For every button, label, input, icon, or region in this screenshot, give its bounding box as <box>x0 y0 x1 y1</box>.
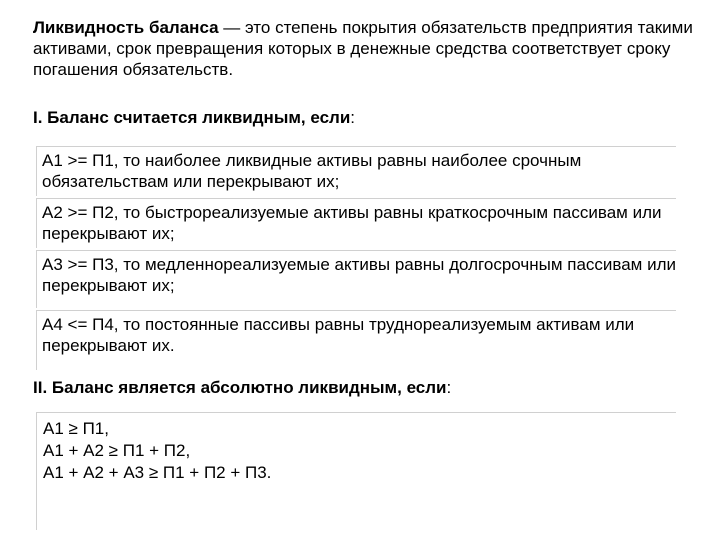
formula-3: А1 + А2 + А3 ≥ П1 + П2 + П3. <box>43 463 272 482</box>
intro-paragraph <box>33 17 693 80</box>
condition-3-text: А3 >= П3, то медленнореализуемые активы равны долгосрочным пассивам или перекрывают их; <box>42 255 677 295</box>
condition-3 <box>36 250 676 308</box>
condition-2-text: А2 >= П2, то быстрореализуемые активы равны краткосрочным пассивам или перекрывают их; <box>42 203 662 243</box>
section-1-title: . Баланс считается ликвидным, если <box>37 108 351 127</box>
condition-1-text: А1 >= П1, то наиболее ликвидные активы равны наиболее срочным обязательствам или перекрывают их; <box>42 151 582 191</box>
section-1-number: I <box>33 108 38 127</box>
section-1-colon: : <box>350 108 356 127</box>
section-2-heading <box>33 377 693 398</box>
section-1-heading <box>33 107 693 128</box>
formula-2: А1 + А2 ≥ П1 + П2, <box>43 441 191 460</box>
condition-4 <box>36 310 676 370</box>
section-2-title: . Баланс является абсолютно ликвидным, если <box>42 378 447 397</box>
condition-4-text: А4 <= П4, то постоянные пассивы равны труднореализуемым активам или перекрывают их. <box>42 315 635 355</box>
formula-1: А1 ≥ П1, <box>43 419 109 438</box>
intro-term: Ликвидность баланса <box>33 18 219 37</box>
condition-1 <box>36 146 676 196</box>
formulas-box <box>36 412 676 530</box>
section-2-number: II <box>33 378 43 397</box>
section-2-colon: : <box>446 378 452 397</box>
intro-definition: — это степень покрытия обязательств предприятия такими активами, срок превращения которых в денежные средства соответствует сроку погашения обязательств. <box>33 18 693 79</box>
condition-2 <box>36 198 676 248</box>
